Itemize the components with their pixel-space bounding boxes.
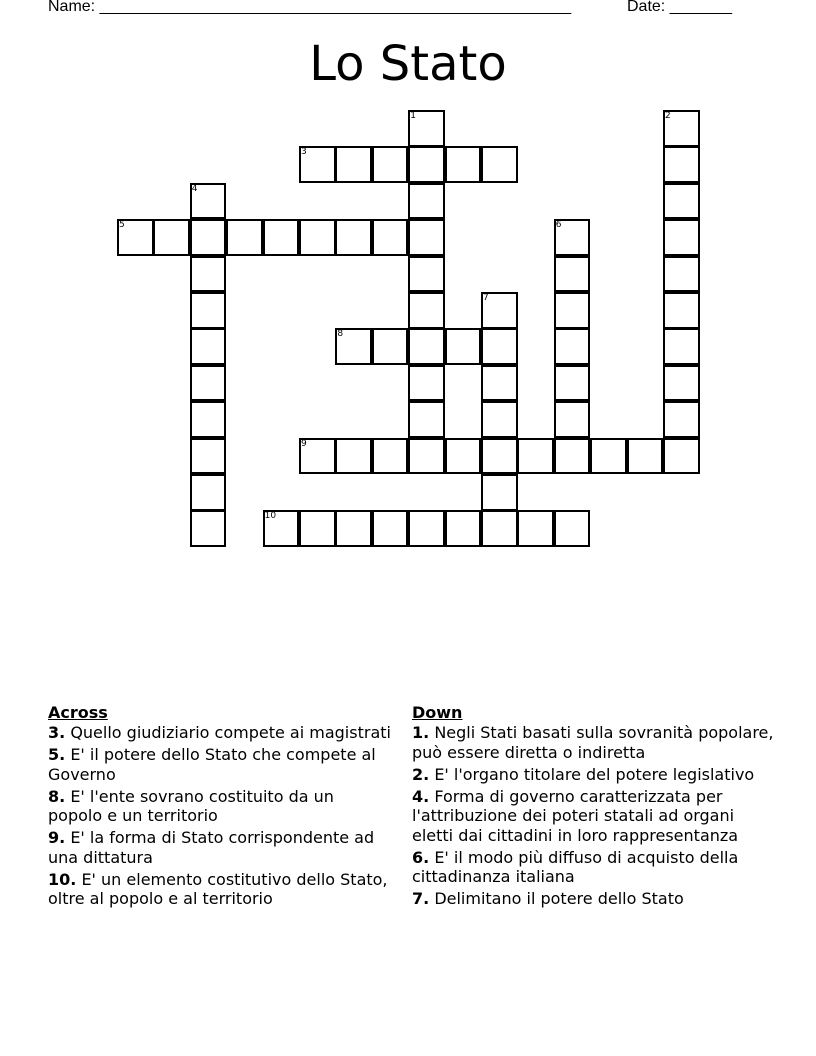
grid-cell[interactable] bbox=[299, 219, 336, 256]
grid-cell[interactable] bbox=[445, 328, 482, 365]
grid-cell[interactable] bbox=[481, 474, 518, 511]
grid-cell[interactable] bbox=[663, 401, 700, 438]
down-clue-4: 4. Forma di governo caratterizzata per l'attribuzione dei poteri statali ad organi eletti dai cittadini in loro rappresentanza bbox=[412, 786, 739, 845]
clue-number-1: 1 bbox=[410, 111, 416, 121]
grid-cell[interactable] bbox=[408, 328, 445, 365]
grid-cell[interactable] bbox=[627, 438, 664, 475]
grid-cell[interactable] bbox=[554, 328, 591, 365]
grid-cell[interactable] bbox=[190, 510, 227, 547]
grid-cell[interactable] bbox=[663, 219, 700, 256]
across-clue-3: 3. Quello giudiziario compete ai magistrati bbox=[48, 723, 391, 742]
across-clue-8: 8. E' l'ente sovrano costituito da un popolo e un territorio bbox=[48, 786, 334, 825]
grid-cell[interactable] bbox=[190, 438, 227, 475]
grid-cell[interactable] bbox=[663, 146, 700, 183]
grid-cell[interactable] bbox=[445, 510, 482, 547]
grid-cell[interactable] bbox=[554, 365, 591, 402]
grid-cell[interactable] bbox=[408, 219, 445, 256]
across-heading: Across bbox=[48, 703, 108, 722]
grid-cell[interactable] bbox=[517, 438, 554, 475]
grid-cell[interactable] bbox=[408, 146, 445, 183]
grid-cell[interactable] bbox=[663, 438, 700, 475]
grid-cell[interactable] bbox=[190, 474, 227, 511]
grid-cell[interactable] bbox=[408, 292, 445, 329]
down-clue-1: 1. Negli Stati basati sulla sovranità popolare, può essere diretta o indiretta bbox=[412, 723, 774, 762]
grid-cell[interactable] bbox=[481, 510, 518, 547]
clue-number-5: 5 bbox=[119, 220, 125, 231]
page-title: Lo Stato bbox=[309, 36, 507, 92]
grid-cell[interactable] bbox=[408, 438, 445, 475]
name-field: Name: _____________________________________________________ bbox=[48, 0, 572, 15]
grid-cell[interactable] bbox=[263, 219, 300, 256]
down-clues bbox=[412, 703, 774, 911]
clue-number-6: 6 bbox=[555, 220, 562, 231]
grid-cell[interactable] bbox=[335, 219, 372, 256]
grid-cell[interactable] bbox=[663, 292, 700, 329]
grid-cell[interactable] bbox=[190, 328, 227, 365]
down-clue-2: 2. E' l'organo titolare del potere legislativo bbox=[412, 764, 755, 784]
across-clues bbox=[48, 703, 393, 911]
grid-cell[interactable] bbox=[335, 146, 372, 183]
grid-cell[interactable] bbox=[663, 183, 700, 220]
clue-number-7: 7 bbox=[483, 293, 489, 303]
grid-cell[interactable] bbox=[481, 365, 518, 402]
grid-cell[interactable] bbox=[408, 401, 445, 438]
grid-cell[interactable] bbox=[554, 438, 591, 475]
grid-cell[interactable] bbox=[590, 438, 627, 475]
grid-cell[interactable] bbox=[372, 146, 409, 183]
grid-cell[interactable] bbox=[663, 256, 700, 293]
grid-cell[interactable] bbox=[408, 256, 445, 293]
clue-number-4: 4 bbox=[191, 183, 198, 194]
across-clue-5: 5. E' il potere dello Stato che compete al Governo bbox=[48, 745, 376, 784]
grid-cell[interactable] bbox=[299, 510, 336, 547]
grid-cell[interactable] bbox=[408, 183, 445, 220]
grid-cell[interactable] bbox=[481, 401, 518, 438]
grid-cell[interactable] bbox=[517, 510, 554, 547]
grid-cell[interactable] bbox=[190, 256, 227, 293]
date-field: Date: _______ bbox=[627, 0, 732, 15]
grid-cell[interactable] bbox=[481, 328, 518, 365]
grid-cell[interactable] bbox=[372, 438, 409, 475]
grid-cell[interactable] bbox=[554, 401, 591, 438]
across-clue-10: 10. E' un elemento costitutivo dello Stato, oltre al popolo e al territorio bbox=[48, 869, 388, 908]
grid-cell[interactable] bbox=[408, 365, 445, 402]
grid-cell[interactable] bbox=[663, 328, 700, 365]
grid-cell[interactable] bbox=[190, 401, 227, 438]
grid-cell[interactable] bbox=[153, 219, 190, 256]
down-clue-6: 6. E' il modo più diffuso di acquisto della cittadinanza italiana bbox=[412, 847, 739, 886]
grid-cell[interactable] bbox=[335, 438, 372, 475]
grid-cell[interactable] bbox=[372, 328, 409, 365]
clue-number-9: 9 bbox=[301, 438, 307, 449]
down-clue-7: 7. Delimitano il potere dello Stato bbox=[412, 889, 684, 908]
grid-cell[interactable] bbox=[226, 219, 263, 256]
grid-cell[interactable] bbox=[408, 510, 445, 547]
grid-cell[interactable] bbox=[445, 146, 482, 183]
clue-number-2: 2 bbox=[665, 111, 671, 121]
grid-cell[interactable] bbox=[663, 365, 700, 402]
clue-number-8: 8 bbox=[337, 329, 344, 340]
grid-cell[interactable] bbox=[190, 292, 227, 329]
grid-cell[interactable] bbox=[372, 510, 409, 547]
clue-number-10: 10 bbox=[264, 511, 277, 522]
clue-number-3: 3 bbox=[301, 147, 307, 158]
grid-cell[interactable] bbox=[372, 219, 409, 256]
grid-cell[interactable] bbox=[481, 438, 518, 475]
grid-cell[interactable] bbox=[190, 365, 227, 402]
down-heading: Down bbox=[412, 703, 463, 722]
grid-cell[interactable] bbox=[554, 292, 591, 329]
grid-cell[interactable] bbox=[481, 146, 518, 183]
grid-cell[interactable] bbox=[190, 219, 227, 256]
grid-cell[interactable] bbox=[554, 256, 591, 293]
grid-cell[interactable] bbox=[445, 438, 482, 475]
across-clue-9: 9. E' la forma di Stato corrispondente ad una dittatura bbox=[48, 828, 375, 867]
grid-cell[interactable] bbox=[335, 510, 372, 547]
grid-cell[interactable] bbox=[554, 510, 591, 547]
